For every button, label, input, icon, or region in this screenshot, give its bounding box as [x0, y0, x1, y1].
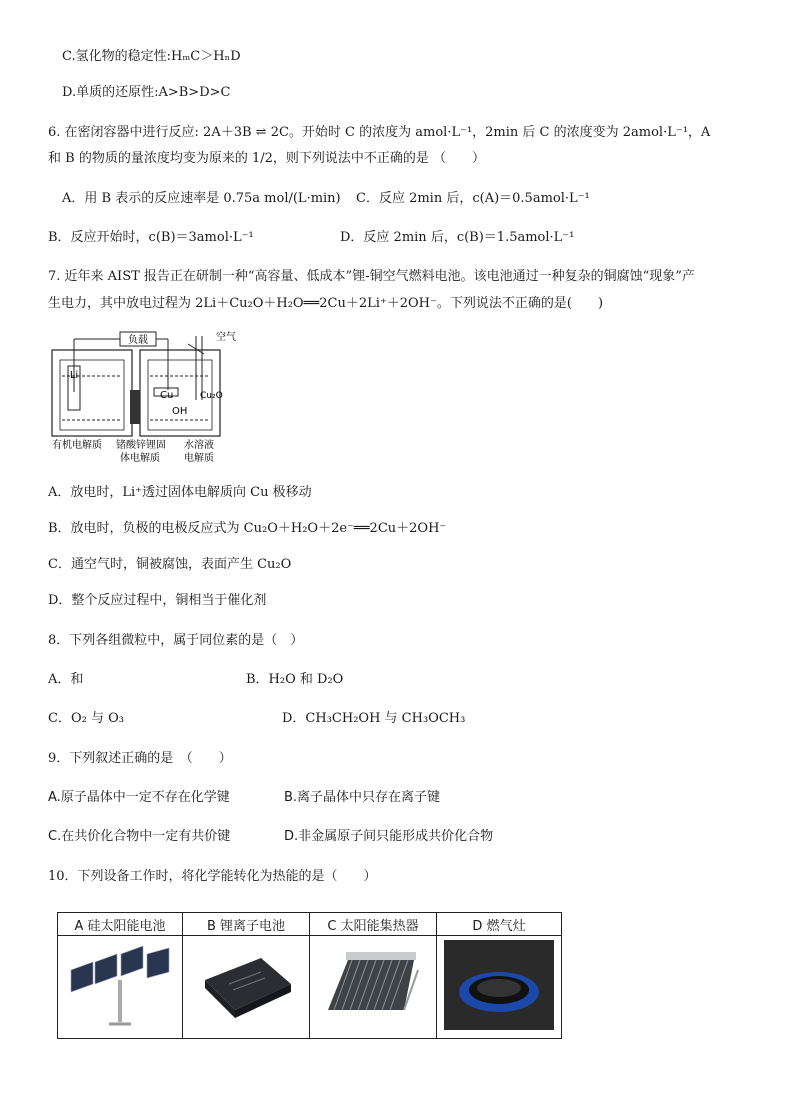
q10-image-cell-b [183, 936, 310, 1039]
q10-image-cell-d [437, 936, 562, 1039]
q5-option-d: D.单质的还原性:A>B>D>C [62, 85, 231, 100]
q10-header-a: A 硅太阳能电池 [58, 913, 183, 936]
battery-diagram-svg [48, 330, 248, 470]
q8-option-d: D．CH₃CH₂OH 与 CH₃OCH₃ [282, 711, 466, 726]
q10-header-d: D 燃气灶 [437, 913, 562, 936]
solid-electrolyte-label-1: 锗酸锌锂固 [116, 440, 166, 451]
q6-option-d: D．反应 2min 后，c(B)＝1.5amol·L⁻¹ [340, 230, 575, 245]
q10-stem: 10．下列设备工作时，将化学能转化为热能的是（ ） [48, 869, 377, 884]
gas-stove-image [444, 940, 554, 1030]
q7-option-d: D．整个反应过程中，铜相当于催化剂 [48, 593, 267, 608]
q8-stem: 8．下列各组微粒中，属于同位素的是（ ） [48, 633, 304, 648]
q7-stem-line1: 7. 近年来 AIST 报告正在研制一种“高容量、低成本”锂-铜空气燃料电池。该电池通过一种复杂的铜腐蚀“现象”产 [48, 269, 695, 284]
solar-panel-image [65, 940, 175, 1030]
q9-option-b: B.离子晶体中只存在离子键 [284, 790, 441, 805]
q9-stem: 9．下列叙述正确的是 （ ） [48, 751, 232, 766]
solid-electrolyte-label-2: 体电解质 [120, 453, 160, 464]
q7-option-b: B．放电时，负极的电极反应式为 Cu₂O＋H₂O＋2e⁻══2Cu＋2OH⁻ [48, 521, 447, 536]
q9-option-c: C.在共价化合物中一定有共价键 [48, 829, 231, 844]
q6-option-b: B．反应开始时，c(B)＝3amol·L⁻¹ [48, 230, 254, 245]
aqueous-electrolyte-label-2: 电解质 [184, 453, 214, 464]
q10-image-cell-c [310, 936, 437, 1039]
q6-option-a: A．用 B 表示的反应速率是 0.75a mol/(L·min) [62, 191, 341, 206]
battery-diagram [48, 330, 248, 470]
q7-stem-line2: 生电力，其中放电过程为 2Li＋Cu₂O＋H₂O══2Cu＋2Li⁺＋2OH⁻。下列说法不正确的是( ) [48, 296, 604, 311]
q10-options-table [57, 912, 562, 1039]
cu2o-label: Cu₂O [200, 391, 223, 401]
cu-label: Cu [160, 390, 174, 401]
oh-label: OH [172, 406, 188, 417]
q7-option-a: A．放电时，Li⁺透过固体电解质向 Cu 极移动 [48, 485, 312, 500]
air-label: 空气 [216, 332, 236, 343]
q7-option-c: C．通空气时，铜被腐蚀，表面产生 Cu₂O [48, 557, 292, 572]
q10-image-cell-a [58, 936, 183, 1039]
q6-stem-line1: 6. 在密闭容器中进行反应: 2A＋3B ⇌ 2C。开始时 C 的浓度为 amol·L⁻¹，2min 后 C 的浓度变为 2amol·L⁻¹，A [48, 125, 711, 140]
q8-option-a: A．和 [48, 672, 84, 687]
q10-header-c: C 太阳能集热器 [310, 913, 437, 936]
q8-option-b: B．H₂O 和 D₂O [246, 672, 344, 687]
load-label: 负载 [128, 335, 148, 346]
q10-header-b: B 锂离子电池 [183, 913, 310, 936]
lithium-battery-image [191, 940, 301, 1030]
q9-option-d: D.非金属原子间只能形成共价化合物 [284, 829, 494, 844]
q6-stem-line2: 和 B 的物质的量浓度均变为原来的 1/2，则下列说法中不正确的是 （ ） [48, 151, 486, 166]
q9-option-a: A.原子晶体中一定不存在化学键 [48, 790, 230, 805]
li-label: Li [69, 370, 79, 381]
q6-option-c: C．反应 2min 后，c(A)＝0.5amol·L⁻¹ [356, 191, 590, 206]
aqueous-electrolyte-label-1: 水溶液 [184, 440, 214, 451]
q5-option-c: C.氢化物的稳定性:HₘC＞HₙD [62, 49, 241, 64]
organic-electrolyte-label: 有机电解质 [52, 440, 102, 451]
q8-option-c: C．O₂ 与 O₃ [48, 711, 124, 726]
solar-water-heater-image [318, 940, 428, 1030]
